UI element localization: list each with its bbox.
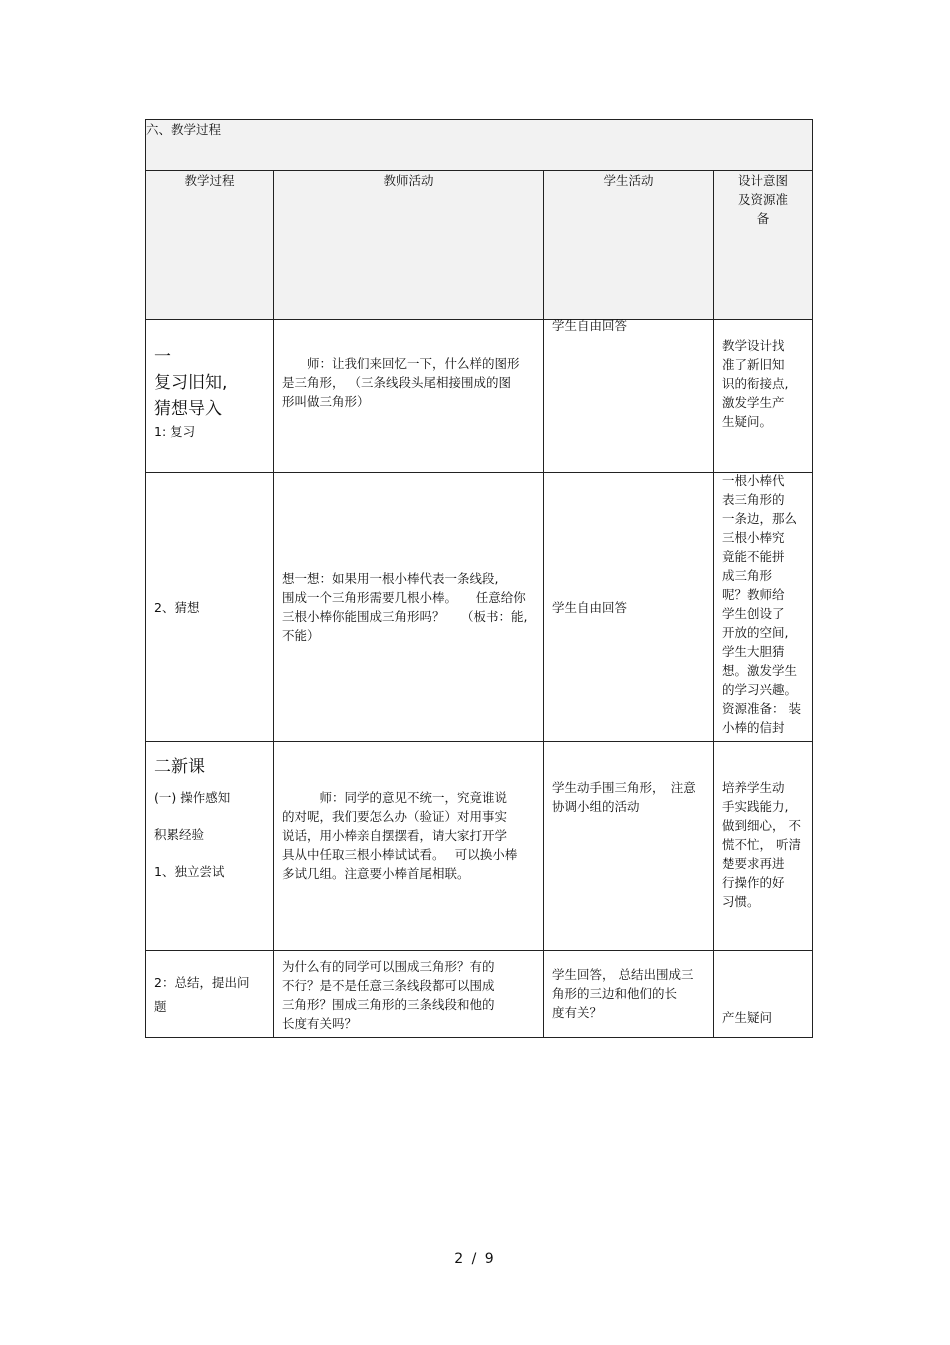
row2-process-text: 2、猜想 <box>154 599 200 615</box>
row4-student <box>544 951 714 1038</box>
header-design-line: 备 <box>756 211 770 226</box>
row2-design-line: 想。激发学生 <box>722 663 798 678</box>
header-process: 教学过程 <box>146 171 274 320</box>
row2-design-line: 表三角形的 <box>722 492 785 507</box>
row3-design <box>714 742 813 951</box>
row3-design-line: 培养学生动 <box>722 780 785 795</box>
row2-design-line: 三根小棒究 <box>722 530 785 545</box>
header-design <box>714 171 813 320</box>
row4-student-line: 学生回答， 总结出围成三 <box>552 967 694 982</box>
row4-student-line: 度有关？ <box>552 1005 603 1020</box>
row3-teacher <box>274 742 544 951</box>
row2-design-line: 小棒的信封 <box>722 720 785 735</box>
row3-design-line: 行操作的好 <box>722 875 785 890</box>
row2-teacher <box>274 473 544 742</box>
table-row <box>146 951 813 1038</box>
row2-teacher-line: 三根小棒你能围成三角形吗？ （板书：能, <box>282 609 528 624</box>
row3-process-line: 1、独立尝试 <box>154 864 225 879</box>
row1-teacher <box>274 320 544 473</box>
row3-design-line: 手实践能力, <box>722 799 789 814</box>
row2-design-line: 开放的空间, <box>722 625 789 640</box>
row1-process-line: 猜想导入 <box>154 399 222 419</box>
row3-teacher-line: 的对呢，我们要怎么办（验证）对用事实 <box>282 809 508 824</box>
row2-teacher-line: 不能） <box>282 628 320 643</box>
row4-teacher-line: 不行？是不是任意三条线段都可以围成 <box>282 978 495 993</box>
row2-design-line: 资源准备： 装 <box>722 701 801 716</box>
row2-design-line: 一条边，那么 <box>722 511 798 526</box>
row4-design-text: 产生疑问 <box>722 1010 773 1025</box>
row1-teacher-line: 是三角形， （三条线段头尾相接围成的图 <box>282 375 511 390</box>
row1-design-line: 识的衔接点, <box>722 376 789 391</box>
row3-teacher-line: 具从中任取三根小棒试试看。 可以换小棒 <box>282 847 518 862</box>
row1-design-line: 准了新旧知 <box>722 357 785 372</box>
row3-process-line: (一) 操作感知 <box>154 790 231 805</box>
row2-design-line: 竟能不能拼 <box>722 549 785 564</box>
row3-design-line: 慌不忙， 听清 <box>722 837 801 852</box>
row3-process-line: 积累经验 <box>154 827 205 842</box>
row4-design <box>714 951 813 1038</box>
table-row <box>146 320 813 473</box>
row3-teacher-line: 说话，用小棒亲自摆摆看，请大家打开学 <box>282 828 508 843</box>
row2-design-line: 呢？教师给 <box>722 587 785 602</box>
header-design-line: 及资源准 <box>738 192 789 207</box>
row3-design-line: 做到细心， 不 <box>722 818 801 833</box>
row3-process <box>146 742 274 951</box>
row4-teacher-line: 为什么有的同学可以围成三角形？有的 <box>282 959 495 974</box>
row4-process-line: 题 <box>154 999 167 1014</box>
row1-design-line: 激发学生产 <box>722 395 785 410</box>
row1-student <box>544 320 714 473</box>
row4-process-line: 2：总结，提出问 <box>154 975 250 990</box>
row1-design-line: 生疑问。 <box>722 414 773 429</box>
row3-design-line: 楚要求再进 <box>722 856 785 871</box>
row1-student-text: 学生自由回答 <box>552 318 628 333</box>
row1-process-sub: 1: 复习 <box>154 424 196 439</box>
row4-process <box>146 951 274 1038</box>
section-title: 六、教学过程 <box>146 120 813 171</box>
row2-design-line: 一根小棒代 <box>722 473 785 488</box>
row1-process <box>146 320 274 473</box>
row2-process <box>146 473 274 742</box>
header-row <box>146 171 813 320</box>
row3-teacher-line: 师：同学的意见不统一，究竟谁说 <box>282 790 508 805</box>
row1-teacher-line: 师：让我们来回忆一下，什么样的图形 <box>282 356 520 371</box>
header-design-line: 设计意图 <box>738 173 789 188</box>
row4-teacher-line: 长度有关吗？ <box>282 1016 358 1031</box>
row3-process-title: 二新课 <box>154 757 205 777</box>
row3-student-line: 协调小组的活动 <box>552 799 640 814</box>
title-row <box>146 120 813 171</box>
table-row <box>146 473 813 742</box>
row2-design <box>714 473 813 742</box>
row4-teacher <box>274 951 544 1038</box>
row4-student-line: 角形的三边和他们的长 <box>552 986 678 1001</box>
header-student: 学生活动 <box>544 171 714 320</box>
row2-teacher-line: 想一想：如果用一根小棒代表一条线段, <box>282 571 499 586</box>
row4-teacher-line: 三角形？围成三角形的三条线段和他的 <box>282 997 495 1012</box>
row3-teacher-line: 多试几组。注意要小棒首尾相联。 <box>282 866 470 881</box>
row3-student <box>544 742 714 951</box>
row2-design-line: 的学习兴趣。 <box>722 682 798 697</box>
row1-design <box>714 320 813 473</box>
row1-design-line: 教学设计找 <box>722 338 785 353</box>
row3-student-line: 学生动手围三角形， 注意 <box>552 780 696 795</box>
row1-teacher-line: 形叫做三角形） <box>282 394 370 409</box>
row2-student-text: 学生自由回答 <box>552 599 628 615</box>
row2-teacher-line: 围成一个三角形需要几根小棒。 任意给你 <box>282 590 526 605</box>
row2-design-line: 成三角形 <box>722 568 773 583</box>
teaching-process-table <box>145 119 813 1038</box>
page-number: 2 / 9 <box>454 1251 496 1267</box>
row1-process-line: 一 <box>154 347 171 367</box>
row1-process-line: 复习旧知, <box>154 373 228 393</box>
table-row <box>146 742 813 951</box>
row2-student <box>544 473 714 742</box>
row3-design-line: 习惯。 <box>722 894 760 909</box>
header-teacher: 教师活动 <box>274 171 544 320</box>
row2-design-line: 学生创设了 <box>722 606 785 621</box>
row2-design-line: 学生大胆猜 <box>722 644 785 659</box>
